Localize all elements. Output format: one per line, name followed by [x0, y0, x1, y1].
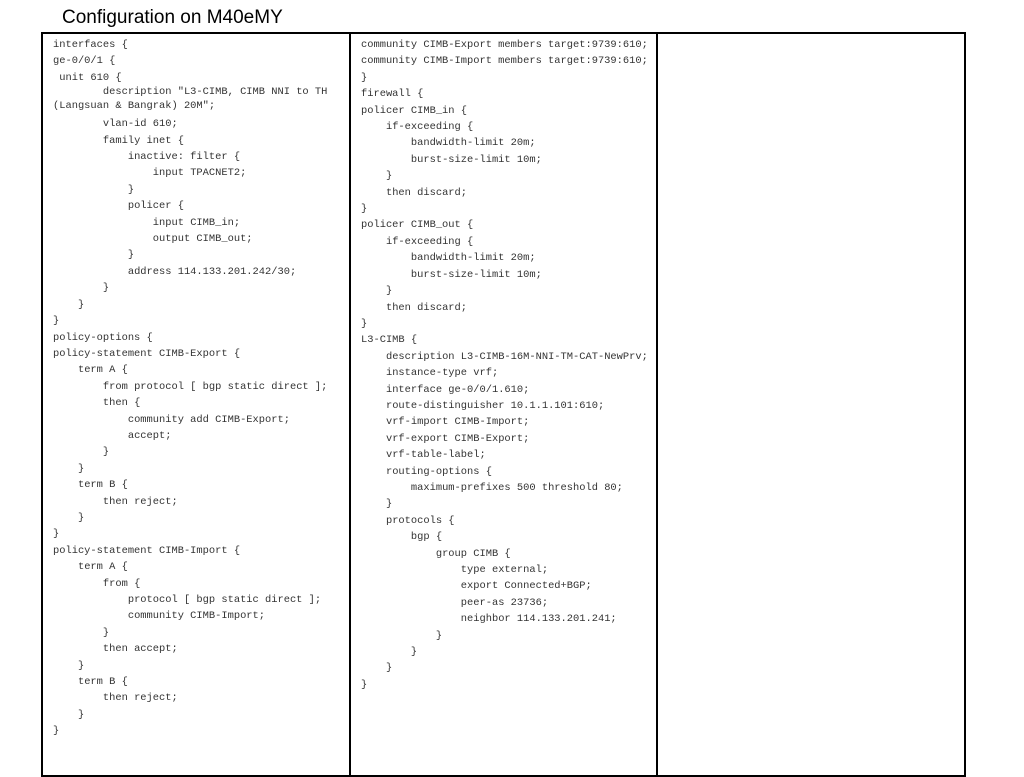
config-line: } — [361, 646, 418, 659]
config-line: maximum-prefixes 500 threshold 80; — [361, 481, 623, 494]
config-line: protocols { — [361, 514, 455, 527]
config-line: output CIMB_out; — [53, 233, 253, 246]
config-line: } — [361, 498, 393, 511]
config-line: } — [53, 511, 85, 524]
config-code-block-1 — [43, 37, 349, 740]
config-line: term B { — [53, 479, 128, 492]
config-line: } — [361, 629, 443, 642]
config-line: policer CIMB_out { — [361, 219, 474, 232]
config-line: } — [53, 528, 60, 541]
config-line: from { — [53, 577, 141, 590]
config-line: routing-options { — [361, 465, 492, 478]
config-line: vrf-import CIMB-Import; — [361, 416, 530, 429]
config-line: interface ge-0/0/1.610; — [361, 383, 530, 396]
config-line: ge-0/0/1 { — [53, 55, 116, 68]
config-line: neighbor 114.133.201.241; — [361, 613, 617, 626]
config-line: policy-options { — [53, 331, 153, 344]
config-line: policer { — [53, 200, 184, 213]
config-line: vrf-export CIMB-Export; — [361, 432, 530, 445]
config-line: } — [361, 317, 368, 330]
config-line: type external; — [361, 564, 549, 576]
config-line: address 114.133.201.242/30; — [53, 265, 297, 278]
config-line: firewall { — [361, 88, 424, 101]
config-line: burst-size-limit 10m; — [361, 268, 542, 281]
config-line: from protocol [ bgp static direct ]; — [53, 380, 328, 393]
config-line: vlan-id 610; — [53, 118, 178, 131]
config-line: } — [53, 249, 135, 262]
config-line: community add CIMB-Export; — [53, 413, 290, 426]
config-line: peer-as 23736; — [361, 596, 549, 609]
config-line: } — [53, 315, 60, 328]
config-line: bandwidth-limit 20m; — [361, 252, 536, 265]
config-line: inactive: filter { — [53, 151, 241, 164]
config-line: } — [361, 678, 368, 691]
config-line: bandwidth-limit 20m; — [361, 137, 536, 150]
config-line: then { — [53, 397, 141, 410]
config-line: } — [361, 170, 393, 183]
page-title: Configuration on M40eMY — [62, 7, 283, 28]
config-line: then discard; — [361, 186, 468, 199]
config-line: unit 610 { — [53, 71, 122, 84]
config-table — [41, 32, 966, 777]
config-line: } — [361, 203, 368, 216]
config-line: } — [53, 298, 85, 311]
config-line: accept; — [53, 429, 172, 442]
config-line: input CIMB_in; — [53, 216, 241, 229]
config-line: } — [53, 446, 110, 459]
config-line: policy-statement CIMB-Export { — [53, 347, 241, 360]
config-line: } — [361, 71, 368, 84]
config-line: term A { — [53, 561, 128, 574]
config-column-2 — [351, 34, 658, 775]
config-line: if-exceeding { — [361, 235, 474, 248]
config-line: term B { — [53, 676, 128, 689]
config-line: protocol [ bgp static direct ]; — [53, 594, 322, 606]
config-line: policy-statement CIMB-Import { — [53, 544, 241, 557]
config-line: burst-size-limit 10m; — [361, 153, 542, 166]
config-line: term A { — [53, 364, 128, 377]
config-line: } — [53, 183, 135, 196]
config-column-1 — [43, 34, 351, 775]
config-line: } — [53, 659, 85, 672]
config-line: } — [53, 626, 110, 639]
config-line: L3-CIMB { — [361, 334, 418, 347]
config-line: export Connected+BGP; — [361, 580, 592, 593]
config-line: community CIMB-Export members target:9739:610; — [361, 39, 648, 51]
config-line: interfaces { — [53, 39, 128, 51]
config-line: family inet { — [53, 134, 184, 147]
config-line: if-exceeding { — [361, 121, 474, 134]
config-line: community CIMB-Import members target:9739:610; — [361, 55, 648, 68]
config-line: group CIMB { — [361, 547, 511, 560]
config-line: input TPACNET2; — [53, 167, 247, 180]
config-line: } — [53, 282, 110, 295]
config-line: then reject; — [53, 692, 178, 705]
config-line: community CIMB-Import; — [53, 610, 266, 623]
config-line: description "L3-CIMB, CIMB NNI to TH (Langsuan & Bangrak) 20M"; — [53, 86, 334, 112]
config-code-block-2 — [351, 37, 656, 693]
config-line: } — [53, 725, 60, 738]
config-line: } — [361, 662, 393, 675]
config-line: route-distinguisher 10.1.1.101:610; — [361, 399, 605, 412]
config-line: then discard; — [361, 301, 468, 314]
config-line: then accept; — [53, 643, 178, 656]
config-line: bgp { — [361, 531, 443, 544]
config-line: description L3-CIMB-16M-NNI-TM-CAT-NewPrv; — [361, 350, 648, 363]
config-line: } — [53, 708, 85, 721]
config-line: instance-type vrf; — [361, 367, 499, 380]
config-line: then reject; — [53, 495, 178, 508]
config-line: } — [53, 462, 85, 475]
config-line: } — [361, 285, 393, 298]
config-line: policer CIMB_in { — [361, 104, 468, 117]
config-column-3 — [658, 34, 964, 775]
config-line: vrf-table-label; — [361, 449, 486, 462]
